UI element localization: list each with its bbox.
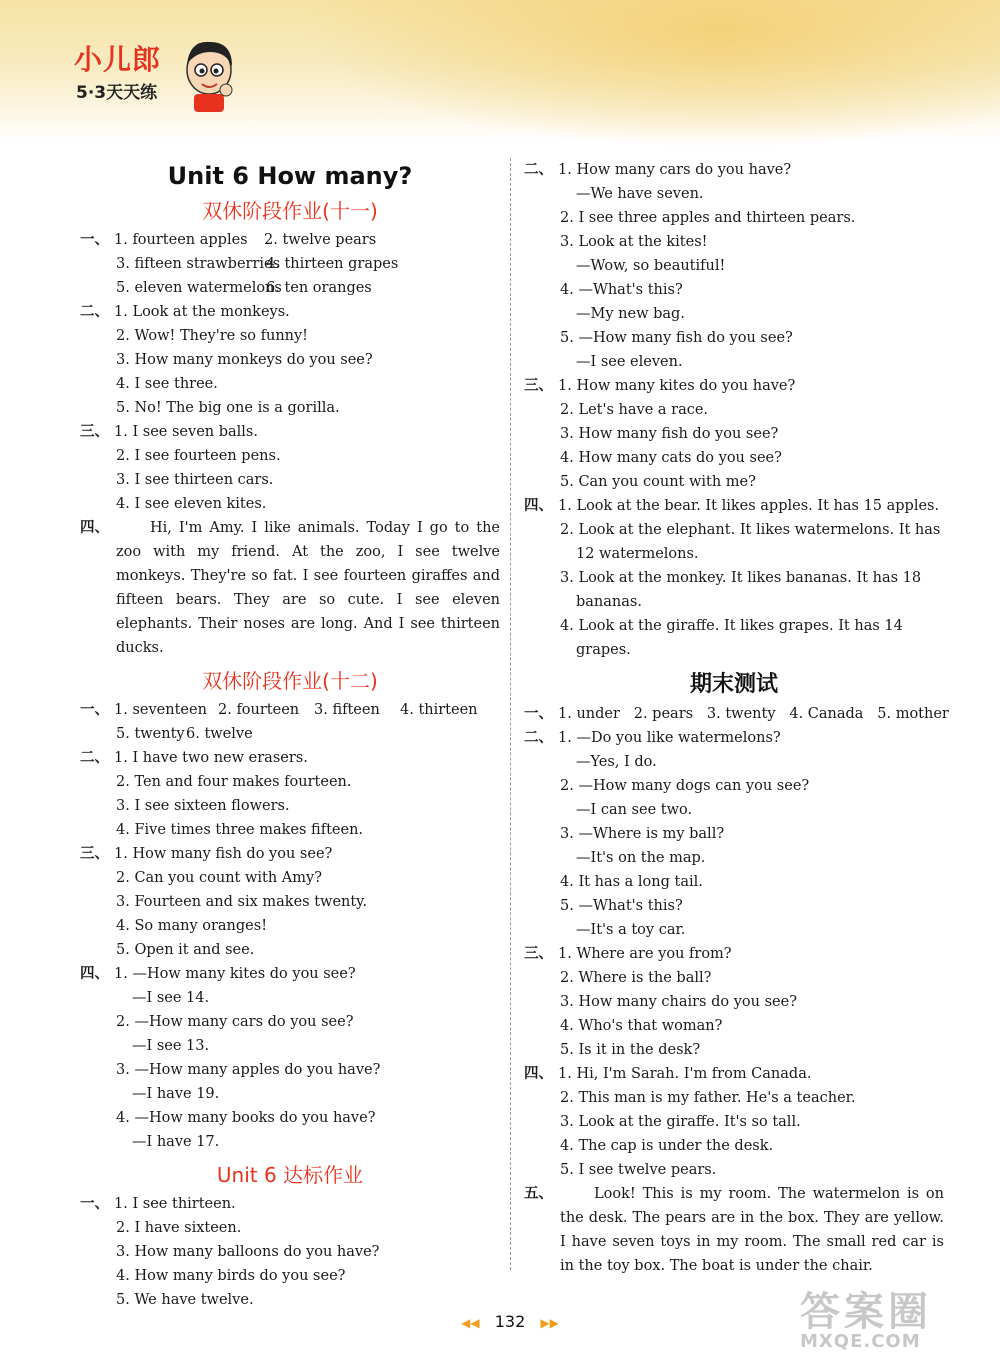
answer-line: —My new bag. [576,306,685,322]
answer-line: 二、 1. How many cars do you have? [524,161,792,178]
passage-text: Look! This is my room. The watermelon is on the desk. The pears are in the box. They are yellow. I have seven toys in my room. The small red car is in the toy box. The boat is under the chair. [560,1186,944,1274]
answer-line: 2. Wow! They're so funny! [116,328,309,344]
answer-line: 4. —How many books do you have? [116,1110,376,1126]
answer-line: 5. twenty6. twelve [116,726,253,742]
answer-line: —It's a toy car. [576,922,686,938]
answer-line: 4. The cap is under the desk. [560,1138,774,1154]
answer-line: 一、 1. fourteen apples 2. twelve pears [80,231,377,248]
answer-line: 5. We have twelve. [116,1292,254,1308]
watermark-url: MXQE.COM [800,1331,921,1352]
watermark-main: 答案圈 [800,1289,932,1335]
answer-line: 三、 1. How many kites do you have? [524,377,796,394]
series-name: 5·3天天练 [76,83,158,103]
answer-line: 一、 1. seventeen 2. fourteen 3. fifteen 4. thirteen [80,701,478,718]
answer-line: 3. Look at the giraffe. It's so tall. [560,1114,801,1130]
answer-line: —I see 14. [132,990,210,1006]
answer-line: 5. Open it and see. [116,942,255,958]
answer-line: 一、 1. I see thirteen. [80,1195,236,1212]
answer-line: 2. I see fourteen pens. [116,448,281,464]
answer-line: 三、 1. I see seven balls. [80,423,258,440]
answer-line: 5. No! The big one is a gorilla. [116,400,340,416]
answer-line: —Yes, I do. [576,754,657,770]
left-column [80,158,500,1312]
answer-line: 四、 1. Hi, I'm Sarah. I'm from Canada. [524,1065,812,1082]
answer-line: 2. This man is my father. He's a teacher. [560,1090,856,1106]
answer-line: 2. I see three apples and thirteen pears. [560,210,856,226]
answer-line: 一、 1. under 2. pears 3. twenty 4. Canada 5. mother [524,705,949,722]
answer-line: 2. Can you count with Amy? [116,870,322,886]
answer-line: 4. How many birds do you see? [116,1268,346,1284]
answer-line: 2. —How many dogs can you see? [560,778,810,794]
answer-line: 二、 1. I have two new erasers. [80,749,308,766]
answer-line: 2. Ten and four makes fourteen. [116,774,352,790]
answer-line: 4. It has a long tail. [560,874,703,890]
answer-line: 2. I have sixteen. [116,1220,242,1236]
answer-line: 4. Look at the giraffe. It likes grapes. It has 14 [560,618,903,634]
answer-line: 2. —How many cars do you see? [116,1014,354,1030]
answer-line: —I can see two. [576,802,693,818]
answer-line: 5. —What's this? [560,898,683,914]
answer-line: 4. Who's that woman? [560,1018,723,1034]
brand-logo [62,34,242,114]
answer-line: —We have seven. [576,186,704,202]
right-column [524,158,949,1278]
answer-line: 5. eleven watermelons6. ten oranges [116,280,372,296]
answer-line: grapes. [576,642,631,658]
answer-line: 4. I see three. [116,376,218,392]
answer-line: 2. Let's have a race. [560,402,709,418]
page-number: 132 [494,1312,526,1331]
answer-line: —I see 13. [132,1038,210,1054]
answer-line: 三、 1. How many fish do you see? [80,845,333,862]
section-title-12: 双休阶段作业(十二) [202,669,378,693]
answer-line: —I have 19. [132,1086,220,1102]
answer-line: 二、 1. Look at the monkeys. [80,303,290,320]
answer-line: —I see eleven. [576,354,683,370]
passage-room: 五、 Look! This is my room. The watermelon is on the desk. The pears are in the box. They are yellow. I have seven toys in my room. The small red car is in the toy box. The boat is under the chair. [524,1182,944,1278]
answer-line: 3. How many monkeys do you see? [116,352,373,368]
next-arrows-icon: ▶▶ [540,1316,559,1330]
answer-line: 4. —What's this? [560,282,683,298]
section-title-final: 期末测试 [689,672,778,697]
answer-line: 2. Where is the ball? [560,970,712,986]
answer-line: 三、 1. Where are you from? [524,945,732,962]
passage-amy: 四、 Hi, I'm Amy. I like animals. Today I go to the zoo with my friend. At the zoo, I see twelve monkeys. They're so fat. I see fourteen giraffes and fifteen bears. They are so cute. I see eleven elephants. Their noses are long. And I see thirteen ducks. [80,516,500,660]
answer-line: 3. I see thirteen cars. [116,472,274,488]
answer-line: 3. —Where is my ball? [560,826,725,842]
answer-line: —It's on the map. [576,850,706,866]
answer-line: 3. Fourteen and six makes twenty. [116,894,368,910]
answer-line: 4. So many oranges! [116,918,268,934]
answer-line: 3. How many fish do you see? [560,426,779,442]
answer-line: 3. Look at the monkey. It likes bananas. It has 18 [560,570,922,586]
answer-line: 3. How many balloons do you have? [116,1244,380,1260]
section-title-11: 双休阶段作业(十一) [202,199,378,223]
header-banner [0,0,1000,140]
mascot-boy-icon [180,34,238,114]
answer-line: 3. fifteen strawberries4. thirteen grapes [116,256,399,272]
answer-line: 3. Look at the kites! [560,234,708,250]
answer-line: 12 watermelons. [576,546,699,562]
banner-glow [300,0,1000,150]
answer-line: bananas. [576,594,642,610]
answer-line: 4. How many cats do you see? [560,450,782,466]
answer-line: 4. Five times three makes fifteen. [116,822,364,838]
answer-line: —Wow, so beautiful! [576,258,726,274]
column-divider [510,158,511,1270]
prev-arrows-icon: ◀◀ [461,1316,480,1330]
brand-name: 小儿郎 [74,43,162,76]
answer-line: 二、 1. —Do you like watermelons? [524,729,781,746]
watermark [800,1280,995,1360]
answer-line: 3. —How many apples do you have? [116,1062,381,1078]
answer-line: 四、 1. Look at the bear. It likes apples. It has 15 apples. [524,497,940,514]
answer-line: 3. How many chairs do you see? [560,994,797,1010]
unit-title: Unit 6 How many? [167,162,413,190]
section-title-unit6: Unit 6 达标作业 [216,1163,364,1187]
page-footer [430,1312,590,1336]
answer-line: 5. Is it in the desk? [560,1042,701,1058]
answer-line: 5. I see twelve pears. [560,1162,717,1178]
passage-text: Hi, I'm Amy. I like animals. Today I go to the zoo with my friend. At the zoo, I see twelve monkeys. They're so fat. I see fourteen giraffes and fifteen bears. They are so cute. I see eleven elephants. Their noses are long. And I see thirteen ducks. [116,520,500,656]
answer-line: 4. I see eleven kites. [116,496,267,512]
answer-line: 四、 1. —How many kites do you see? [80,965,356,982]
answer-line: 5. Can you count with me? [560,474,756,490]
answer-line: —I have 17. [132,1134,220,1150]
answer-line: 3. I see sixteen flowers. [116,798,290,814]
answer-line: 5. —How many fish do you see? [560,330,793,346]
answer-line: 2. Look at the elephant. It likes watermelons. It has [560,522,941,538]
